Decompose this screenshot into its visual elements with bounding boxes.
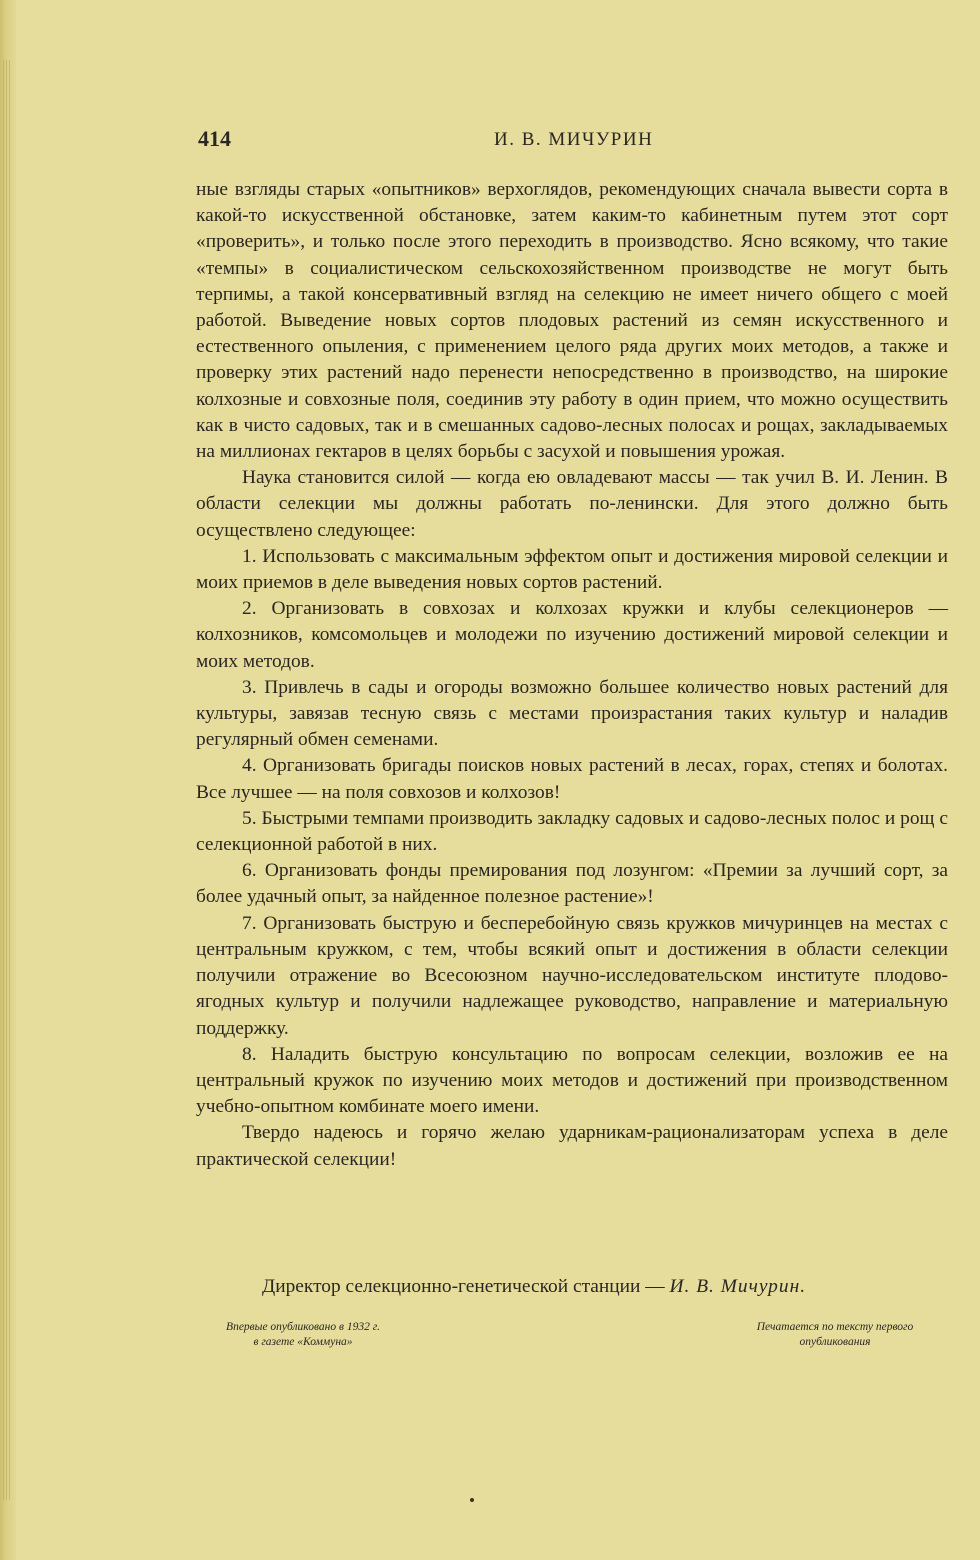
ink-speck: [470, 1498, 474, 1502]
running-head: И. В. МИЧУРИН: [494, 129, 654, 150]
paragraph-continuation: ные взгляды старых «опытников» верхоглядов, рекомендующих сначала вывести сорта в какой-то искусственной обстановке, затем каким-то кабинетным путем этот сорт «проверить», и только после этого переходить в производство. Ясно всякому, что такие «темпы» в социалистическом сельскохозяйственном производстве не могут быть терпимы, а такой консервативный взгляд на селекцию не имеет ничего общего с моей работой. Выведение новых сортов плодовых растений из семян искусственного и естественного опыления, с применением целого ряда других моих методов, а также и проверку этих растений надо перенести непосредственно в производство, на широкие колхозные и совхозные поля, соединив эту работу в один прием, что можно осуществить как в чисто садовых, так и в смешанных садово-лесных полосах и рощах, закладываемых на миллионах гектаров в целях борьбы с засухой и повышения урожая.: [196, 179, 948, 463]
page-edge-lines: [3, 60, 11, 1500]
publication-note-line-2: в газете «Коммуна»: [253, 1336, 353, 1348]
list-item-2: 2. Организовать в совхозах и колхозах кружки и клубы селекционеров — колхозников, комсомольцев и молодежи по изучению достижений мировой селекции и моих методов.: [196, 598, 948, 672]
list-item-8: 8. Наладить быструю консультацию по вопросам селекции, возложив ее на центральный кружок по изучению моих методов и достижений при производственном учебно-опытном комбинате моего имени.: [196, 1043, 948, 1118]
source-note-line-1: Печатается по тексту первого: [756, 1321, 914, 1333]
source-note-line-2: опубликования: [799, 1336, 871, 1348]
list-item-6: 6. Организовать фонды премирования под лозунгом: «Премии за лучший сорт, за более удачный опыт, за найденное полезное растение»!: [196, 860, 948, 908]
list-item-4: 4. Организовать бригады поисков новых растений в лесах, горах, степях и болотах. Все лучшее — на поля совхозов и колхозов!: [196, 755, 948, 803]
list-item-7: 7. Организовать быструю и бесперебойную связь кружков мичуринцев на местах с центральным кружком, с тем, чтобы всякий опыт и достижения в области селекции получили отражение во Всесоюзном научно-исследовательском институте плодово-ягодных культур и получили надлежащее руководство, направление и материальную поддержку.: [196, 912, 948, 1039]
paragraph-lenin-quote: Наука становится силой — когда ею овладевают массы — так учил В. И. Ленин. В области селекции мы должны работать по-ленински. Для этого должно быть осуществлено следующее:: [196, 467, 948, 541]
publication-note: [188, 1320, 418, 1350]
closing-paragraph: Твердо надеюсь и горячо желаю ударникам-рационализаторам успеха в деле практической селекции!: [196, 1122, 948, 1170]
source-note: [720, 1320, 950, 1350]
list-item-5: 5. Быстрыми темпами производить закладку садовых и садово-лесных полос и рощ с селекционной работой в них.: [196, 807, 948, 856]
signature-title: Директор селекционно-генетической станции —: [262, 1276, 670, 1297]
page-edge: [0, 0, 16, 1560]
body-text: [196, 177, 948, 1173]
list-item-1: 1. Использовать с максимальным эффектом опыт и достижения мировой селекции и моих приемов в деле выведения новых сортов растений.: [196, 545, 948, 594]
page-number: 414: [198, 126, 231, 151]
publication-note-line-1: Впервые опубликовано в 1932 г.: [226, 1321, 380, 1333]
list-item-3: 3. Привлечь в сады и огороды возможно большее количество новых растений для культуры, завязав тесную связь с местами произрастания таких культур и наладив регулярный обмен семенами.: [196, 676, 948, 751]
signature-name: И. В. Мичурин.: [669, 1276, 807, 1297]
signature: [262, 1276, 806, 1298]
page-header: [198, 126, 948, 156]
